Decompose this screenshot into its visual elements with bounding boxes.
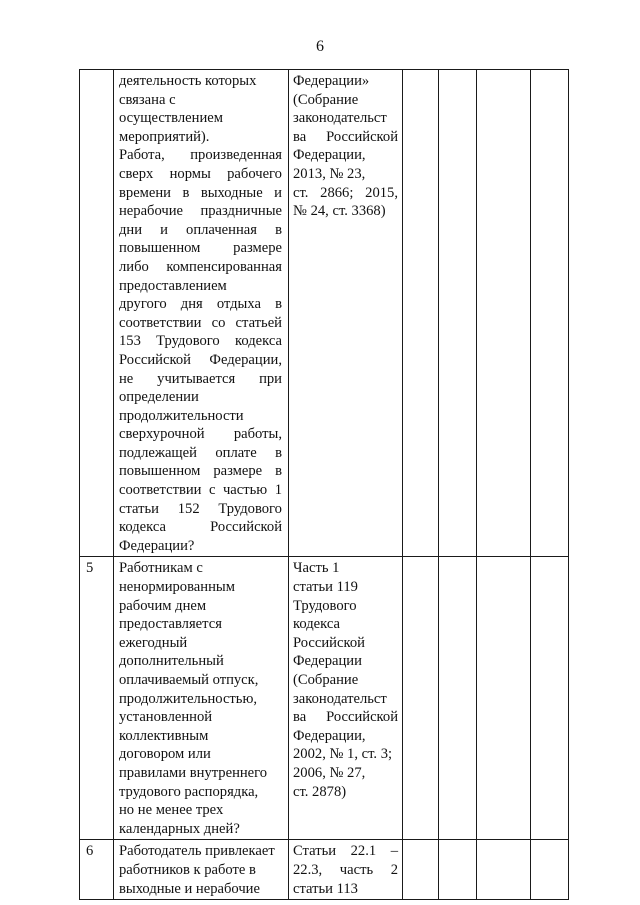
question-cell bbox=[114, 840, 289, 900]
text-line: ненормированным bbox=[119, 579, 235, 596]
text-line: осуществлением bbox=[119, 110, 223, 127]
word: статьи bbox=[119, 500, 159, 517]
text-line bbox=[119, 146, 282, 165]
table-row bbox=[80, 70, 569, 557]
word: в bbox=[275, 444, 282, 461]
text-line: Федерации? bbox=[119, 537, 195, 554]
word: с bbox=[208, 482, 216, 499]
empty-cell bbox=[403, 840, 439, 900]
text-line: Федерации» bbox=[293, 73, 370, 89]
word: часть bbox=[339, 861, 374, 878]
word: статьей bbox=[235, 314, 282, 331]
word: дня bbox=[180, 296, 203, 313]
text-line: коллективным bbox=[119, 727, 209, 744]
word: отдыха bbox=[216, 296, 261, 313]
empty-cell bbox=[439, 70, 477, 557]
text-line: Федерации, bbox=[293, 727, 366, 744]
question-cell bbox=[114, 557, 289, 840]
text-line: определении bbox=[119, 389, 199, 406]
page-number: 6 bbox=[316, 38, 324, 55]
text-line bbox=[293, 708, 398, 727]
text-line bbox=[119, 425, 282, 444]
text-line: выходные и нерабочие bbox=[119, 880, 260, 897]
word: Российской bbox=[210, 519, 282, 536]
text-line: календарных дней? bbox=[119, 820, 240, 837]
text-line: 2002, № 1, ст. 3; bbox=[293, 746, 393, 763]
text-line bbox=[119, 258, 282, 277]
word: Трудового bbox=[218, 500, 282, 517]
word: либо bbox=[119, 258, 149, 275]
text-line: установленной bbox=[119, 709, 213, 726]
text-line: продолжительности bbox=[119, 407, 244, 424]
word: 22.1 bbox=[350, 843, 377, 860]
word: Федерации, bbox=[209, 351, 282, 368]
text-line: Часть 1 bbox=[293, 560, 340, 577]
word: 152 bbox=[177, 500, 200, 517]
word: соответствии bbox=[119, 314, 202, 331]
text-line: предоставлением bbox=[119, 277, 227, 294]
question-cell bbox=[114, 70, 289, 557]
text-line: законодательст bbox=[293, 110, 387, 127]
checklist-table bbox=[79, 69, 569, 900]
text-line: 2013, № 23, bbox=[293, 165, 366, 182]
text-line bbox=[119, 332, 282, 351]
word: Российской bbox=[119, 351, 191, 368]
text-line: Трудового bbox=[293, 597, 357, 614]
text-line bbox=[293, 184, 398, 203]
text-line: законодательст bbox=[293, 690, 387, 707]
word: размере bbox=[233, 240, 282, 257]
word: кодекса bbox=[119, 519, 166, 536]
word: времени bbox=[119, 184, 171, 201]
row-number: 5 bbox=[80, 557, 114, 840]
text-line bbox=[119, 202, 282, 221]
word: размере bbox=[213, 463, 263, 480]
text-line bbox=[293, 861, 398, 880]
word: ст. bbox=[293, 184, 309, 201]
row-number bbox=[80, 70, 114, 557]
reference-cell bbox=[289, 70, 403, 557]
empty-cell bbox=[477, 840, 531, 900]
word: 153 bbox=[119, 333, 141, 350]
empty-cell bbox=[477, 557, 531, 840]
word: в bbox=[275, 221, 282, 238]
text-line: 2006, № 27, bbox=[293, 764, 366, 781]
row-number: 6 bbox=[80, 840, 114, 900]
word: ва bbox=[293, 128, 307, 145]
empty-cell bbox=[531, 840, 569, 900]
word: со bbox=[211, 314, 226, 331]
text-line: правилами внутреннего bbox=[119, 764, 268, 781]
text-line: но не менее трех bbox=[119, 802, 224, 819]
word: сверх bbox=[119, 165, 154, 182]
text-line bbox=[293, 842, 398, 861]
text-line bbox=[119, 370, 282, 389]
text-line: мероприятий). bbox=[119, 128, 210, 145]
text-line: Федерации bbox=[293, 653, 362, 670]
word: Российской bbox=[326, 128, 398, 145]
word: 2015, bbox=[365, 184, 398, 201]
word: оплаченная bbox=[186, 221, 257, 238]
empty-cell bbox=[403, 557, 439, 840]
text-line: Федерации, bbox=[293, 147, 366, 164]
text-line: рабочим днем bbox=[119, 597, 207, 614]
word: Работа, bbox=[119, 147, 165, 164]
word: в bbox=[182, 184, 190, 201]
text-line: Российской bbox=[293, 634, 365, 651]
word: повышенном bbox=[119, 463, 201, 480]
word: 2 bbox=[390, 861, 398, 878]
word: Российской bbox=[326, 709, 398, 726]
reference-cell bbox=[289, 840, 403, 900]
text-line: ежегодный bbox=[119, 634, 188, 651]
word: ва bbox=[293, 709, 307, 726]
empty-cell bbox=[403, 70, 439, 557]
word: нормы bbox=[169, 165, 211, 182]
text-line bbox=[119, 295, 282, 314]
word: учитывается bbox=[157, 370, 236, 387]
word: дни bbox=[119, 221, 143, 238]
text-line bbox=[119, 481, 282, 500]
empty-cell bbox=[439, 840, 477, 900]
word: 1 bbox=[274, 482, 282, 499]
text-line: договором или bbox=[119, 746, 211, 763]
text-line bbox=[119, 518, 282, 537]
word: другого bbox=[119, 296, 167, 313]
empty-cell bbox=[531, 70, 569, 557]
text-line bbox=[119, 462, 282, 481]
text-line bbox=[119, 221, 282, 240]
text-line: статьи 119 bbox=[293, 579, 358, 596]
word: оплате bbox=[215, 444, 257, 461]
word: в bbox=[275, 463, 282, 480]
text-line: трудового распорядка, bbox=[119, 783, 259, 800]
text-line bbox=[119, 239, 282, 258]
word: Статьи bbox=[293, 843, 337, 860]
text-line: Работникам с bbox=[119, 560, 203, 577]
text-line bbox=[119, 444, 282, 463]
table-row bbox=[80, 840, 569, 900]
word: сверхурочной bbox=[119, 426, 205, 443]
text-line: кодекса bbox=[293, 616, 340, 633]
word: рабочего bbox=[227, 165, 282, 182]
text-line: связана с bbox=[119, 91, 176, 108]
word: праздничные bbox=[200, 203, 282, 220]
empty-cell bbox=[531, 557, 569, 840]
text-line bbox=[119, 165, 282, 184]
word: произведенная bbox=[190, 147, 282, 164]
text-line bbox=[119, 500, 282, 519]
table-row bbox=[80, 557, 569, 840]
text-line: ст. 2878) bbox=[293, 783, 347, 800]
word: не bbox=[119, 370, 134, 387]
word: подлежащей bbox=[119, 444, 197, 461]
word: работы, bbox=[233, 426, 282, 443]
text-line bbox=[119, 351, 282, 370]
text-line: статьи 113 bbox=[293, 880, 358, 897]
word: частью bbox=[222, 482, 268, 499]
text-line bbox=[119, 314, 282, 333]
text-line: дополнительный bbox=[119, 653, 224, 670]
text-line bbox=[293, 128, 398, 147]
reference-cell bbox=[289, 557, 403, 840]
word: и bbox=[160, 221, 168, 238]
text-line bbox=[119, 184, 282, 203]
word: выходные bbox=[200, 184, 263, 201]
word: Трудового bbox=[156, 333, 220, 350]
text-line: работников к работе в bbox=[119, 861, 256, 878]
text-line: продолжительностью, bbox=[119, 690, 258, 707]
empty-cell bbox=[439, 557, 477, 840]
empty-cell bbox=[477, 70, 531, 557]
word: повышенном bbox=[119, 240, 201, 257]
word: в bbox=[275, 296, 282, 313]
word: – bbox=[390, 843, 398, 860]
text-line: оплачиваемый отпуск, bbox=[119, 672, 259, 688]
text-line: (Собрание bbox=[293, 91, 359, 108]
word: нерабочие bbox=[119, 203, 184, 220]
text-line: № 24, ст. 3368) bbox=[293, 203, 386, 220]
word: компенсированная bbox=[166, 258, 282, 275]
text-line: Работодатель привлекает bbox=[119, 843, 275, 860]
text-line: деятельность которых bbox=[119, 73, 257, 89]
text-line: (Собрание bbox=[293, 672, 359, 688]
word: 2866; bbox=[320, 184, 354, 201]
word: кодекса bbox=[235, 333, 282, 350]
word: соответствии bbox=[119, 482, 202, 499]
word: 22.3, bbox=[293, 861, 323, 878]
word: и bbox=[274, 184, 282, 201]
text-line: предоставляется bbox=[119, 616, 222, 633]
word: при bbox=[259, 370, 282, 387]
